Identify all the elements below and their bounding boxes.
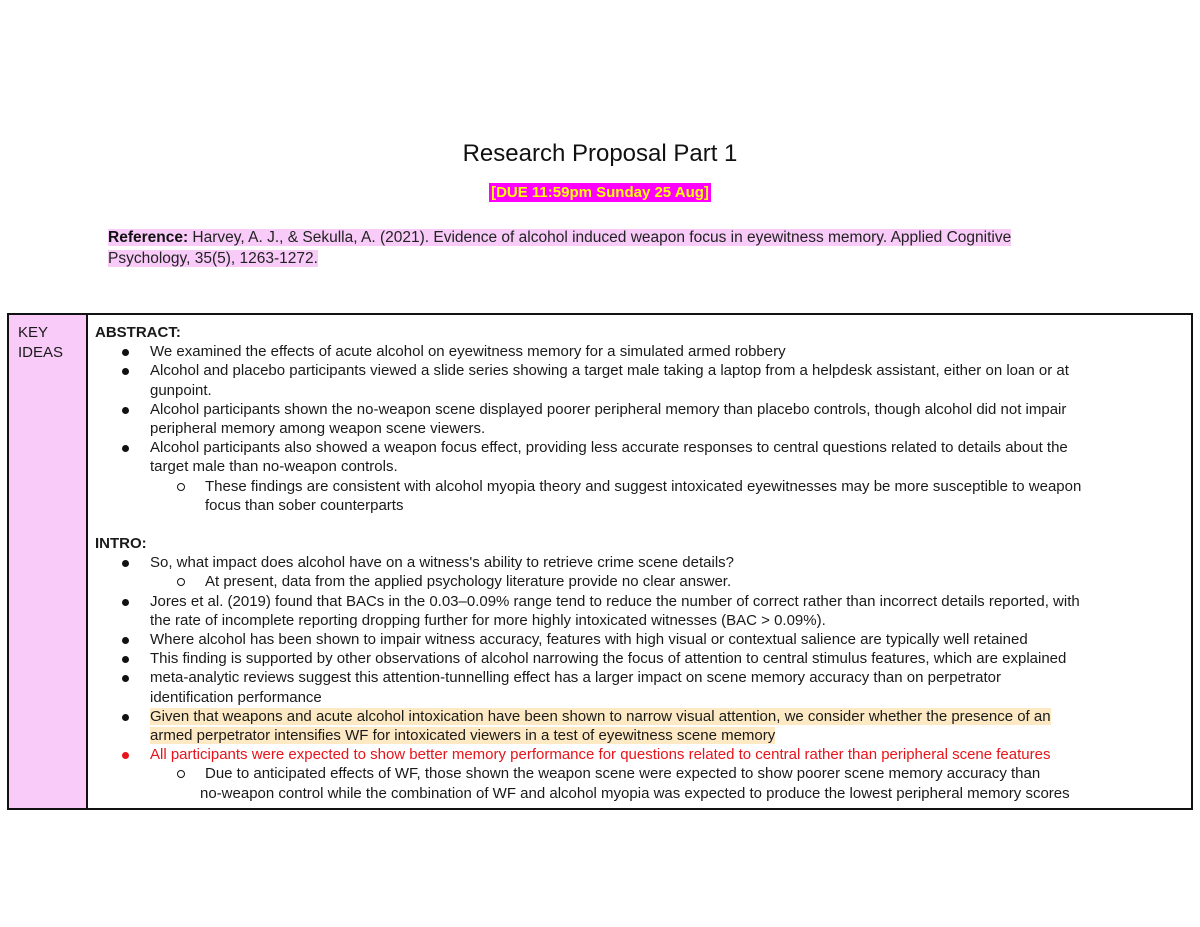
reference (108, 227, 1098, 269)
bullet-icon (122, 637, 129, 644)
bullet-icon (122, 368, 129, 375)
circle-bullet-icon (177, 483, 185, 491)
sub-list-item: These findings are consistent with alcohol myopia theory and suggest intoxicated eyewitnesses may be more susceptible to weapon focus than sober counterparts (95, 477, 1179, 515)
bullet-icon (122, 349, 129, 356)
bullet-icon (122, 445, 129, 452)
bullet-icon (122, 675, 129, 682)
highlighted-item: Given that weapons and acute alcohol intoxication have been shown to narrow visual attention, we consider whether the presence of an armed perpetrator intensifies WF for intoxicated viewers in a test of eyewitness scene memory (95, 707, 1179, 745)
due-date: [DUE 11:59pm Sunday 25 Aug] (491, 184, 709, 201)
sub-list-item: At present, data from the applied psychology literature provide no clear answer. (95, 572, 1179, 591)
list-item: meta-analytic reviews suggest this attention-tunnelling effect has a larger impact on scene memory accuracy than on perpetrator identification performance (95, 668, 1179, 706)
key-ideas-table (7, 313, 1193, 810)
list-item: Alcohol participants shown the no-weapon scene displayed poorer peripheral memory than placebo controls, though alcohol did not impair peripheral memory among weapon scene viewers. (95, 400, 1179, 438)
reference-label: Reference: (108, 229, 189, 246)
sub-list-item: Due to anticipated effects of WF, those shown the weapon scene were expected to show poorer scene memory accuracy than no-weapon control while the combination of WF and alcohol myopia was expected to produce the lowest peripheral memory scores (95, 764, 1179, 802)
bullet-icon (122, 714, 129, 721)
list-item: So, what impact does alcohol have on a witness's ability to retrieve crime scene details? (95, 553, 1179, 572)
key-ideas-label: KEY IDEAS (9, 315, 88, 808)
list-item: Where alcohol has been shown to impair witness accuracy, features with high visual or contextual salience are typically well retained (95, 630, 1179, 649)
bullet-icon (122, 599, 129, 606)
red-item: All participants were expected to show better memory performance for questions related to central rather than peripheral scene features (95, 745, 1179, 764)
list-item: Alcohol participants also showed a weapon focus effect, providing less accurate responses to central questions related to details about the target male than no-weapon controls. (95, 438, 1179, 476)
intro-heading: INTRO: (95, 535, 147, 553)
list-item: This finding is supported by other observations of alcohol narrowing the focus of attention to central stimulus features, which are explained (95, 649, 1179, 668)
abstract-heading: ABSTRACT: (95, 324, 181, 341)
notes-content (88, 315, 1191, 808)
page-title: Research Proposal Part 1 (462, 140, 738, 167)
list-item: Alcohol and placebo participants viewed a slide series showing a target male taking a laptop from a helpdesk assistant, either on loan or at gunpoint. (95, 361, 1179, 399)
bullet-icon (122, 656, 129, 663)
bullet-icon (122, 560, 129, 567)
bullet-icon (122, 407, 129, 414)
reference-line1: Harvey, A. J., & Sekulla, A. (2021). Evidence of alcohol induced weapon focus in eyewitness memory. Applied Cognitive (188, 229, 1012, 246)
circle-bullet-icon (177, 578, 185, 586)
reference-line2: Psychology, 35(5), 1263-1272. (108, 250, 318, 267)
bullet-icon (122, 752, 129, 759)
list-item: We examined the effects of acute alcohol on eyewitness memory for a simulated armed robbery (95, 342, 1179, 361)
circle-bullet-icon (177, 770, 185, 778)
list-item: Jores et al. (2019) found that BACs in the 0.03–0.09% range tend to reduce the number of correct rather than incorrect details reported, with the rate of incomplete reporting dropping further for more highly intoxicated witnesses (BAC > 0.09%). (95, 592, 1179, 630)
